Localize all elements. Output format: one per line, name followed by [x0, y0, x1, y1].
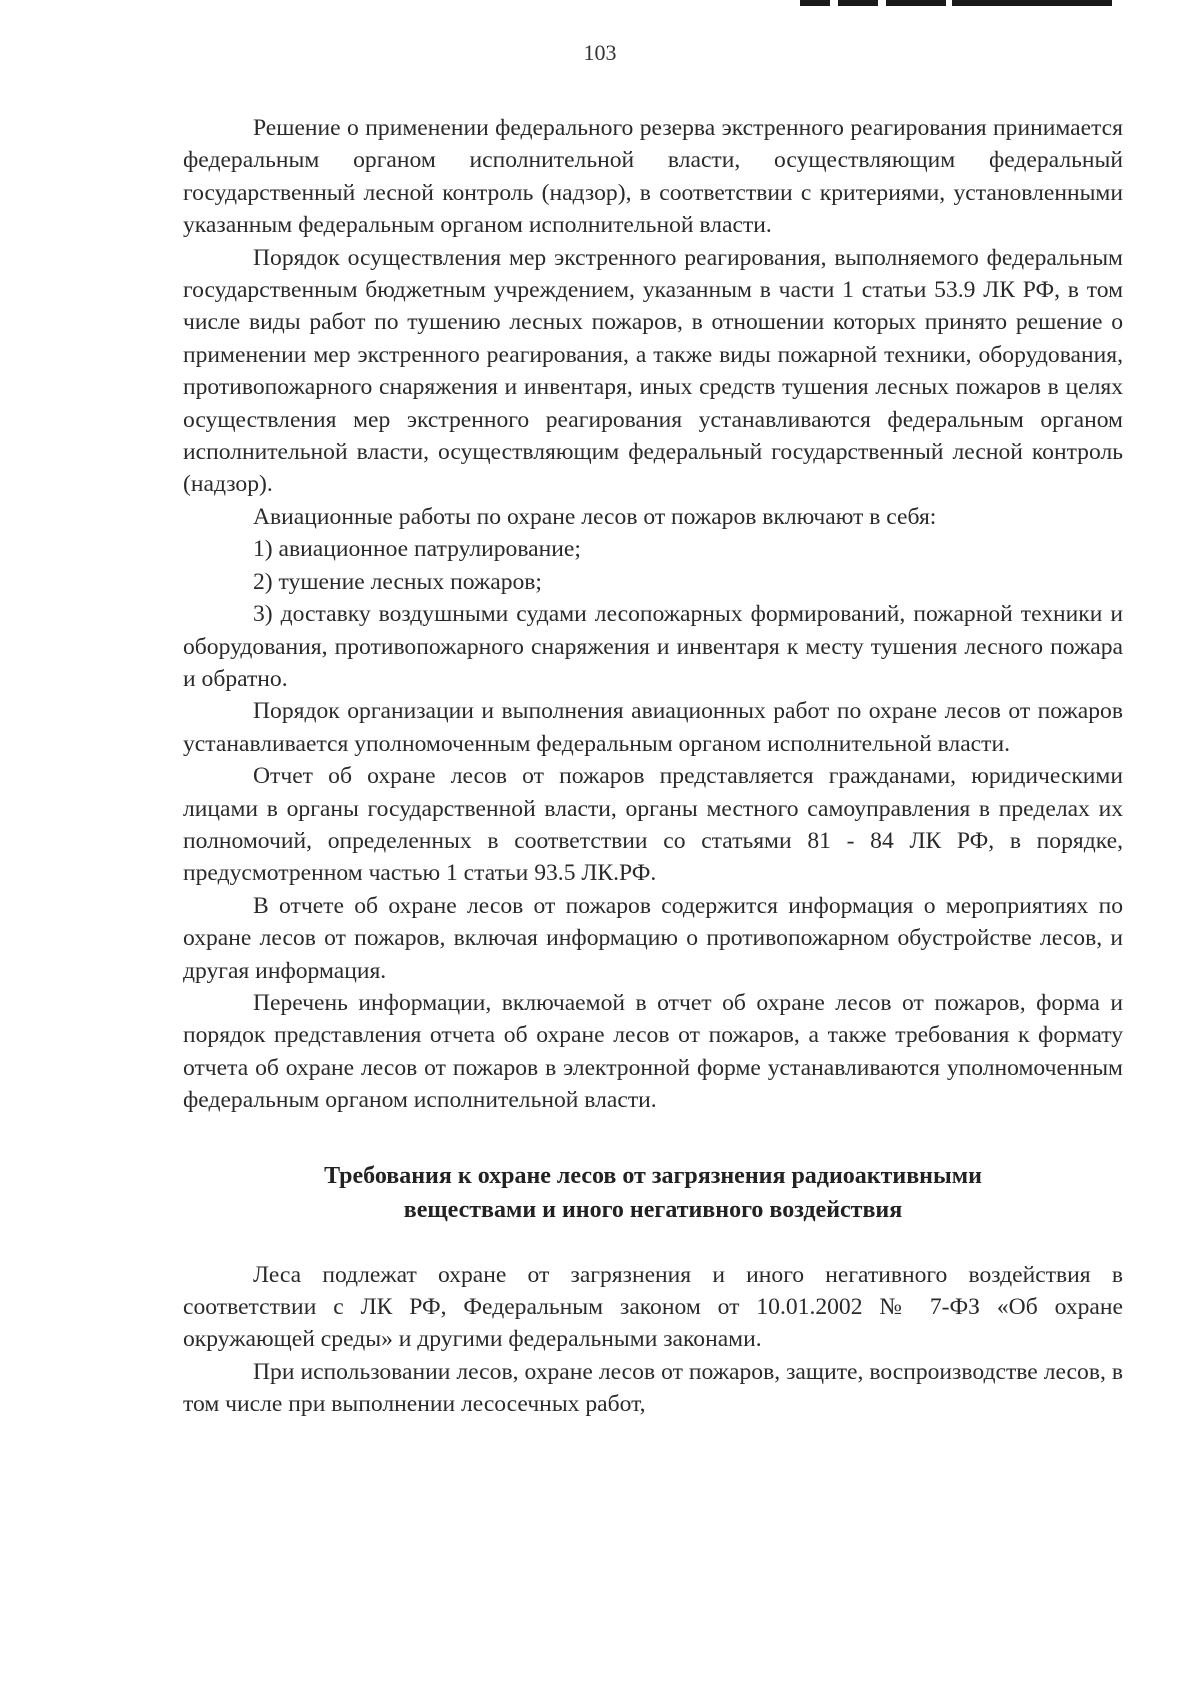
list-item: 1) авиационное патрулирование;	[253, 536, 581, 563]
section-heading	[183, 1159, 1123, 1227]
paragraph: Порядок осуществления мер экстренного реагирования, выполняемого федеральным государственным бюджетным учреждением, указанным в части 1 статьи 53.9 ЛК РФ, в том числе виды работ по тушению лесных пожаров, в отношении которых принято решение о применении мер экстренного реагирования, а также виды пожарной техники, оборудования, противопожарного снаряжения и инвентаря, иных средств тушения лесных пожаров в целях осуществления мер экстренного реагирования устанавливаются федеральным органом исполнительной власти, осуществляющим федеральный государственный лесной контроль (надзор).	[183, 244, 1123, 498]
scan-edge-mark	[800, 0, 830, 6]
paragraph: Отчет об охране лесов от пожаров представляется гражданами, юридическими лицами в органы государственной власти, органы местного самоуправления в пределах их полномочий, определенных в соответствии со статьями 81 - 84 ЛК РФ, в порядке, предусмотренном частью 1 статьи 93.5 ЛК.РФ.	[183, 763, 1123, 887]
page-number: 103	[583, 40, 617, 65]
paragraph: Леса подлежат охране от загрязнения и иного негативного воздействия в соответствии с ЛК РФ, Федеральным законом от 10.01.2002 № 7-ФЗ «Об охране окружающей среды» и другими федеральными законами.	[183, 1261, 1123, 1353]
section-heading-line: Требования к охране лесов от загрязнения радиоактивными	[324, 1162, 982, 1189]
paragraph: Перечень информации, включаемой в отчет об охране лесов от пожаров, форма и порядок представления отчета об охране лесов от пожаров, а также требования к формату отчета об охране лесов от пожаров в электронной форме устанавливаются уполномоченным федеральным органом исполнительной власти.	[183, 989, 1123, 1114]
paragraph: Решение о применении федерального резерва экстренного реагирования принимается федеральным органом исполнительной власти, осуществляющим федеральный государственный лесной контроль (надзор), в соответствии с критериями, установленными указанным федеральным органом исполнительной власти.	[183, 115, 1123, 239]
scan-edge-mark	[952, 0, 1112, 6]
paragraph: При использовании лесов, охране лесов от пожаров, защите, воспроизводстве лесов, в том числе при выполнении лесосечных работ,	[183, 1358, 1123, 1418]
paragraph: Авиационные работы по охране лесов от пожаров включают в себя:	[253, 503, 937, 530]
section-heading-line: веществами и иного негативного воздействия	[403, 1196, 903, 1223]
scan-edge-mark	[838, 0, 878, 6]
document-body	[183, 112, 1123, 1421]
list-item: 2) тушение лесных пожаров;	[253, 568, 542, 595]
paragraph: В отчете об охране лесов от пожаров содержится информация о мероприятиях по охране лесов от пожаров, включая информацию о противопожарном обустройстве лесов, и другая информация.	[183, 892, 1123, 984]
paragraph: Порядок организации и выполнения авиационных работ по охране лесов от пожаров устанавливается уполномоченным федеральным органом исполнительной власти.	[183, 698, 1123, 757]
list-item: 3) доставку воздушными судами лесопожарных формирований, пожарной техники и оборудования, противопожарного снаряжения и инвентаря к месту тушения лесного пожара и обратно.	[183, 601, 1123, 692]
scan-edge-mark	[886, 0, 946, 6]
